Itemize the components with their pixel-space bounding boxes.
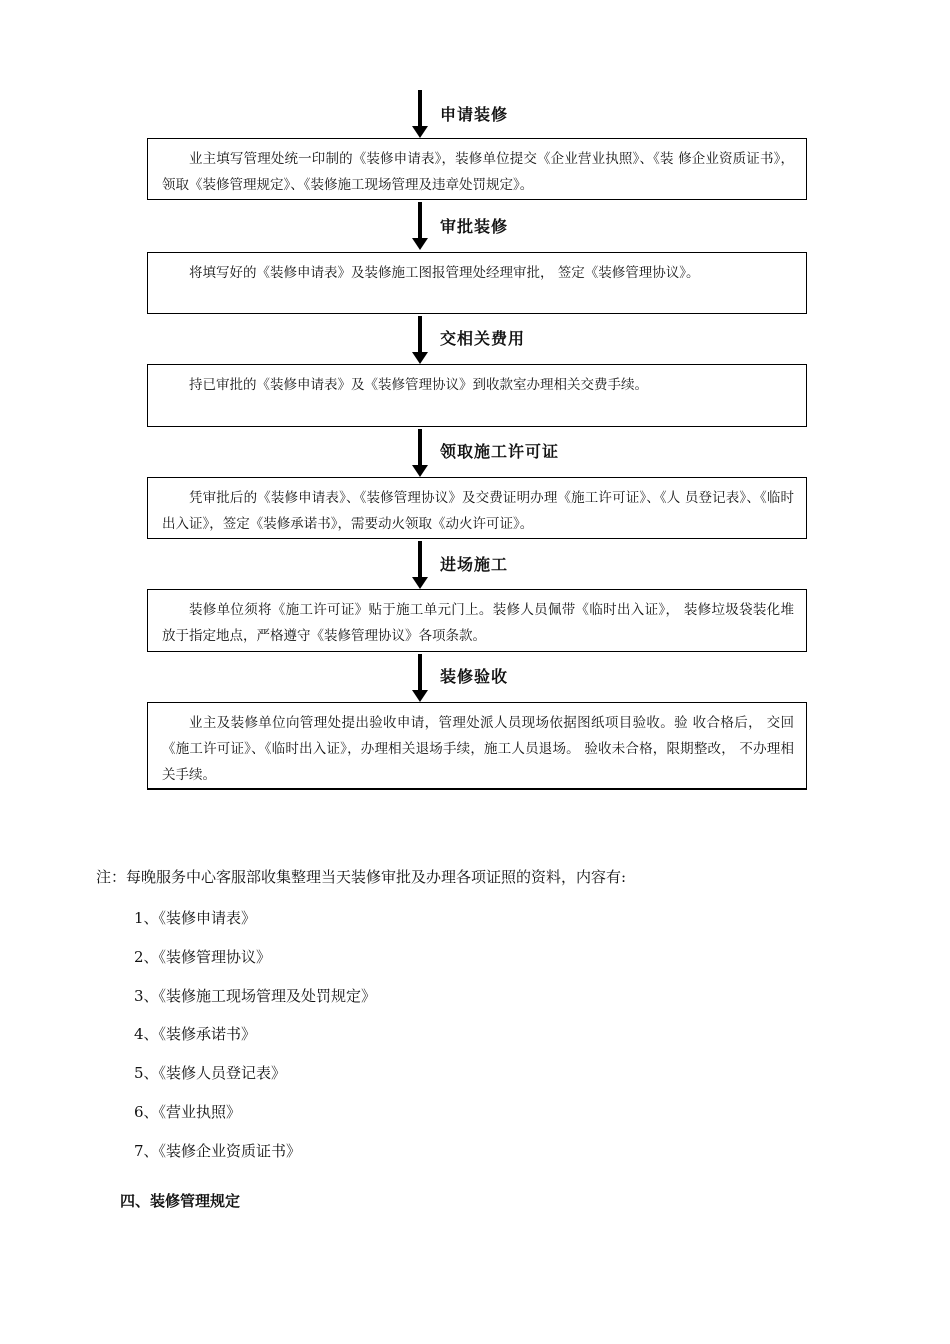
- step-label-permit: 领取施工许可证: [440, 442, 560, 461]
- step-box-permit: 凭审批后的《装修申请表》、《装修管理协议》及交费证明办理《施工许可证》、《人 员登记表》、《临时出入证》，签定《装修承诺书》，需要动火领取《动火许可证》。: [147, 477, 807, 539]
- step-box-fees: 持已审批的《装修申请表》及《装修管理协议》到收款室办理相关交费手续。: [147, 364, 807, 427]
- step-label-construction: 进场施工: [440, 555, 509, 574]
- step-label-approve: 审批装修: [440, 217, 509, 236]
- list-item: 7、《装修企业资质证书》: [134, 1142, 302, 1160]
- list-item: 2、《装修管理协议》: [134, 948, 272, 966]
- step-label-inspection: 装修验收: [440, 667, 509, 686]
- list-item: 6、《营业执照》: [134, 1103, 242, 1121]
- step-box-approve: 将填写好的《装修申请表》及装修施工图报管理处经理审批， 签定《装修管理协议》。: [147, 252, 807, 314]
- list-item: 1、《装修申请表》: [134, 909, 257, 927]
- section-title: 四、装修管理规定: [120, 1192, 241, 1210]
- step-box-inspection: 业主及装修单位向管理处提出验收申请，管理处派人员现场依据图纸项目验收。验 收合格后， 交回《施工许可证》、《临时出入证》，办理相关退场手续，施工人员退场。 验收未合格，限期整改， 不办理相关手续。: [147, 702, 807, 790]
- step-label-fees: 交相关费用: [440, 329, 526, 348]
- step-box-construction: 装修单位须将《施工许可证》贴于施工单元门上。装修人员佩带《临时出入证》， 装修垃圾袋装化堆放于指定地点，严格遵守《装修管理协议》各项条款。: [147, 589, 807, 652]
- step-label-apply: 申请装修: [440, 105, 509, 124]
- step-box-apply: 业主填写管理处统一印制的《装修申请表》，装修单位提交《企业营业执照》、《装 修企业资质证书》，领取《装修管理规定》、《装修施工现场管理及违章处罚规定》。: [147, 138, 807, 200]
- note-intro: 注：每晚服务中心客服部收集整理当天装修审批及办理各项证照的资料，内容有:: [96, 868, 627, 886]
- list-item: 3、《装修施工现场管理及处罚规定》: [134, 987, 377, 1005]
- list-item: 4、《装修承诺书》: [134, 1025, 257, 1043]
- list-item: 5、《装修人员登记表》: [134, 1064, 287, 1082]
